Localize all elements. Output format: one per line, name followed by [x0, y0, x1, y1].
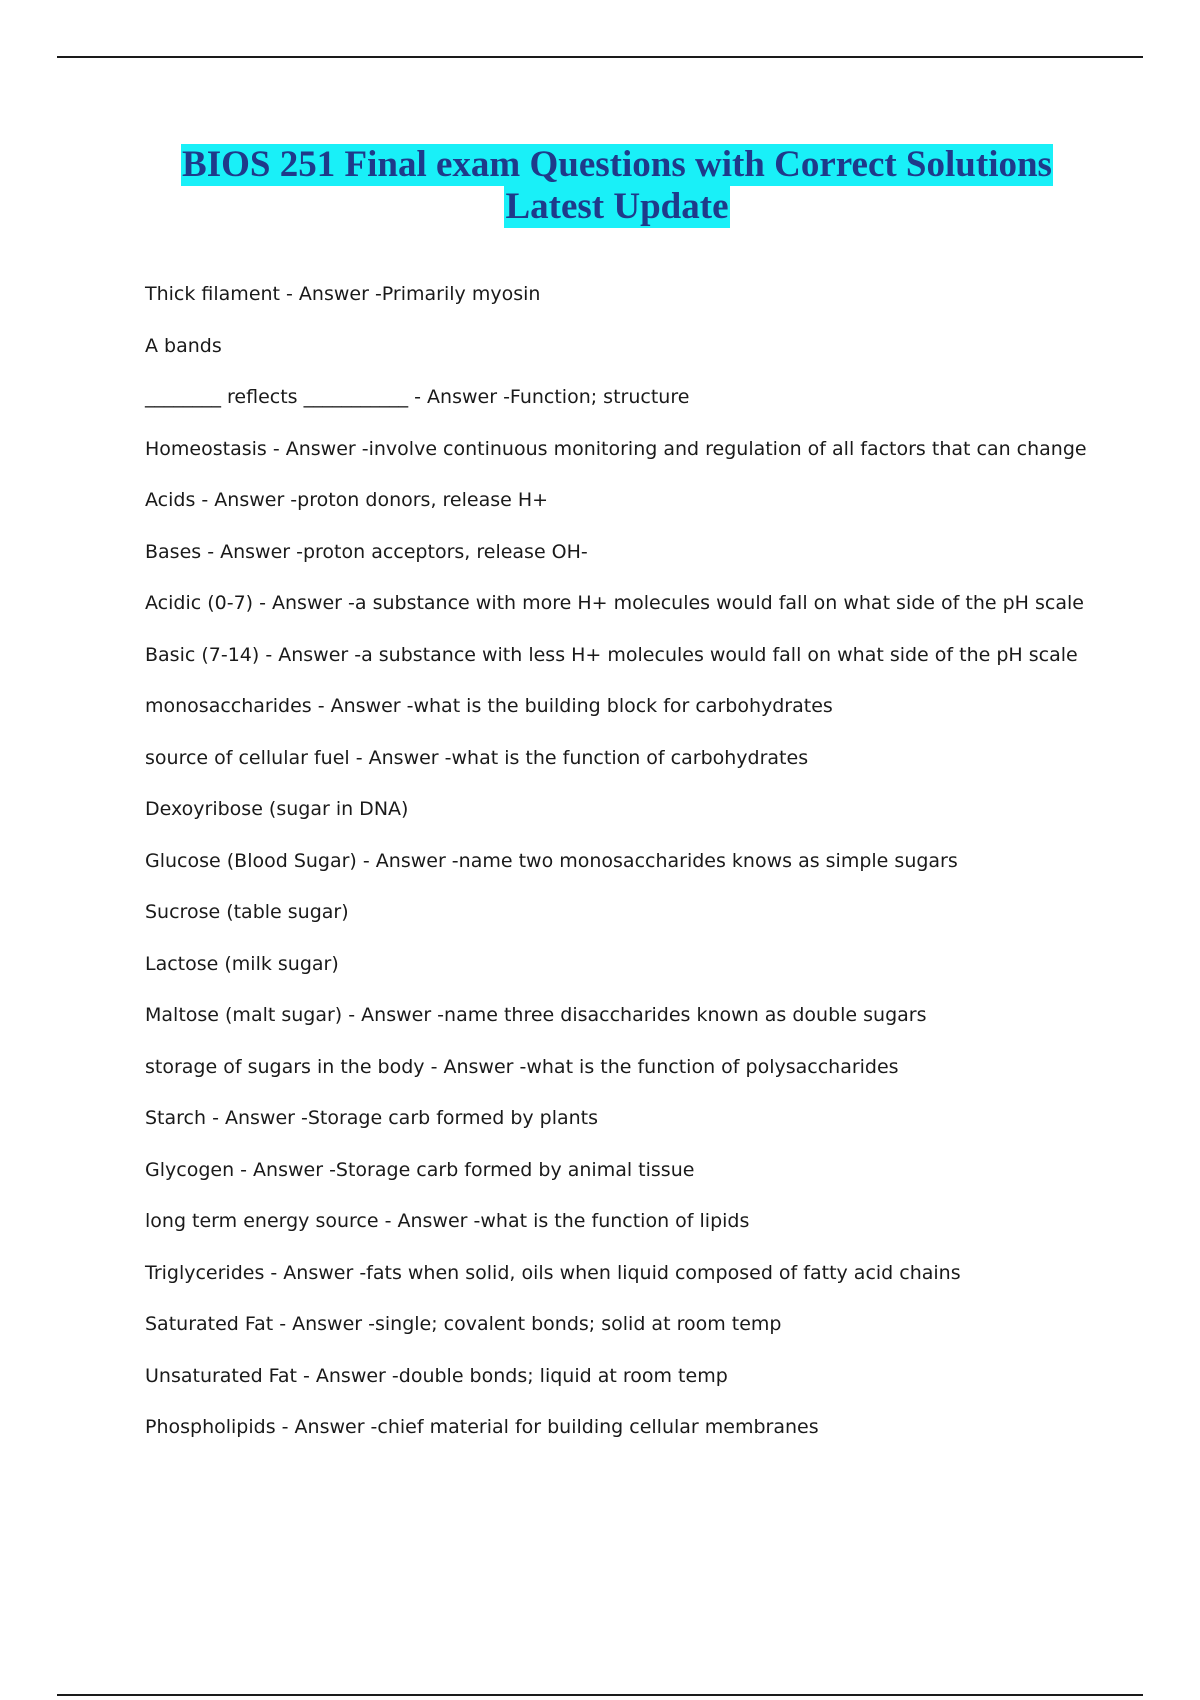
- qa-entry: Lactose (milk sugar): [145, 952, 339, 975]
- qa-entry: Glycogen - Answer -Storage carb formed by animal tissue: [145, 1158, 695, 1181]
- qa-entry: ________ reflects ___________ - Answer -Function; structure: [145, 386, 690, 408]
- qa-entry: Basic (7-14) - Answer -a substance with less H+ molecules would fall on what side of the pH scale: [145, 643, 1078, 666]
- qa-entry: Maltose (malt sugar) - Answer -name three disaccharides known as double sugars: [145, 1004, 927, 1026]
- header-rule: [57, 56, 1143, 58]
- qa-entry: Acids - Answer -proton donors, release H+: [145, 489, 549, 511]
- qa-entry: Glucose (Blood Sugar) - Answer -name two monosaccharides knows as simple sugars: [145, 849, 958, 872]
- document-title: [0, 144, 1200, 228]
- qa-entry: Triglycerides - Answer -fats when solid, oils when liquid composed of fatty acid chains: [145, 1261, 961, 1284]
- qa-entry: Dexoyribose (sugar in DNA): [145, 798, 409, 820]
- footer-rule: [57, 1694, 1143, 1696]
- qa-entry: Acidic (0-7) - Answer -a substance with more H+ molecules would fall on what side of the pH scale: [145, 592, 1084, 614]
- qa-entry: Saturated Fat - Answer -single; covalent bonds; solid at room temp: [145, 1313, 782, 1335]
- qa-entry: Starch - Answer -Storage carb formed by plants: [145, 1107, 599, 1129]
- title-line-1: BIOS 251 Final exam Questions with Correct Solutions: [182, 144, 1052, 185]
- qa-entry: Homeostasis - Answer -involve continuous monitoring and regulation of all factors that can change: [145, 437, 1087, 460]
- qa-entry: Unsaturated Fat - Answer -double bonds; liquid at room temp: [145, 1364, 728, 1387]
- qa-entry: long term energy source - Answer -what is the function of lipids: [145, 1210, 750, 1232]
- title-line-2: Latest Update: [505, 186, 729, 227]
- qa-entry-list: [145, 280, 1145, 1465]
- qa-entry: source of cellular fuel - Answer -what is the function of carbohydrates: [145, 746, 809, 769]
- qa-entry: Thick filament - Answer -Primarily myosin: [145, 283, 541, 305]
- qa-entry: storage of sugars in the body - Answer -what is the function of polysaccharides: [145, 1055, 899, 1078]
- qa-entry: A bands: [145, 334, 222, 357]
- qa-entry: Phospholipids - Answer -chief material for building cellular membranes: [145, 1416, 819, 1438]
- qa-entry: monosaccharides - Answer -what is the building block for carbohydrates: [145, 695, 833, 717]
- qa-entry: Sucrose (table sugar): [145, 901, 349, 923]
- qa-entry: Bases - Answer -proton acceptors, release OH-: [145, 540, 588, 563]
